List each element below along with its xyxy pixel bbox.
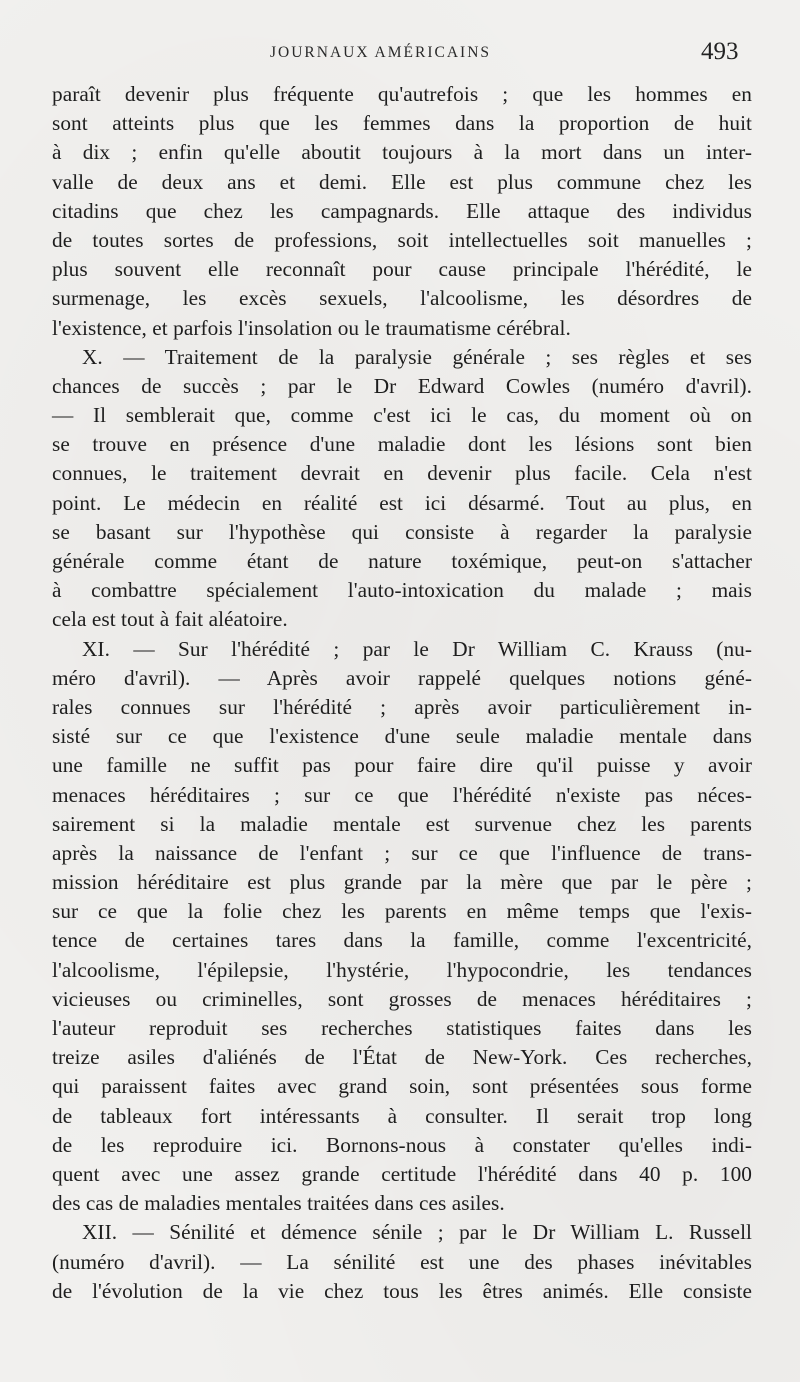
body-text [52,80,752,1306]
text-line: sont atteints plus que les femmes dans la proportion de huit [52,111,752,136]
text-line: sairement si la maladie mentale est survenue chez les parents [52,811,752,836]
text-line: menaces héréditaires ; sur ce que l'hérédité n'existe pas néces- [52,782,752,807]
text-line: de l'évolution de la vie chez tous les êtres animés. Elle consiste [52,1278,752,1303]
text-line: plus souvent elle reconnaît pour cause principale l'hérédité, le [52,257,752,282]
text-line: se trouve en présence d'une maladie dont les lésions sont bien [52,432,752,457]
text-line: chances de succès ; par le Dr Edward Cowles (numéro d'avril). [52,373,752,398]
text-line: rales connues sur l'hérédité ; après avoir particulièrement in- [52,694,752,719]
text-line: — Il semblerait que, comme c'est ici le cas, du moment où on [52,403,752,428]
text-line: des cas de maladies mentales traitées dans ces asiles. [52,1191,505,1216]
text-line: valle de deux ans et demi. Elle est plus commune chez les [52,169,752,194]
text-line: générale comme étant de nature toxémique, peut-on s'attacher [52,549,752,573]
text-line: sur ce que la folie chez les parents en même temps que l'exis- [52,899,752,924]
text-line: à dix ; enfin qu'elle aboutit toujours à la mort dans un inter- [52,140,752,165]
text-line: point. Le médecin en réalité est ici désarmé. Tout au plus, en [52,490,752,515]
text-line: de tableaux fort intéressants à consulter. Il serait trop long [52,1103,752,1128]
text-line: sisté sur ce que l'existence d'une seule maladie mentale dans [52,724,752,749]
text-line: l'existence, et parfois l'insolation ou le traumatisme cérébral. [52,315,571,340]
text-line: citadins que chez les campagnards. Elle attaque des individus [52,198,752,223]
text-line: treize asiles d'aliénés de l'État de New-York. Ces recherches, [52,1045,752,1070]
text-line: l'alcoolisme, l'épilepsie, l'hystérie, l'hypocondrie, les tendances [52,957,752,982]
page-header [0,38,800,78]
text-line: de toutes sortes de professions, soit intellectuelles soit manuelles ; [52,227,752,252]
section-heading-xi: XI. — Sur l'hérédité ; par le Dr William C. Krauss (nu- [82,636,752,661]
text-line: paraît devenir plus fréquente qu'autrefois ; que les hommes en [52,82,752,106]
section-heading-xii: XII. — Sénilité et démence sénile ; par le Dr William L. Russell [82,1220,752,1245]
text-line: qui paraissent faites avec grand soin, sont présentées sous forme [52,1074,752,1099]
text-line: surmenage, les excès sexuels, l'alcoolisme, les désordres de [52,286,752,311]
text-line: se basant sur l'hypothèse qui consiste à regarder la paralysie [52,519,752,544]
text-line: mission héréditaire est plus grande par la mère que par le père ; [52,870,752,895]
text-line: méro d'avril). — Après avoir rappelé quelques notions géné- [52,665,752,690]
text-line: à combattre spécialement l'auto-intoxication du malade ; mais [52,578,752,603]
running-title: JOURNAUX AMÉRICAINS [270,44,492,61]
section-heading-x: X. — Traitement de la paralysie générale ; ses règles et ses [82,344,752,369]
text-line: vicieuses ou criminelles, sont grosses de menaces héréditaires ; [52,986,752,1011]
text-line: après la naissance de l'enfant ; sur ce que l'influence de trans- [52,840,752,865]
text-line: une famille ne suffit pas pour faire dire qu'il puisse y avoir [52,753,752,778]
text-line: connues, le traitement devrait en devenir plus facile. Cela n'est [52,461,752,486]
text-line: quent avec une assez grande certitude l'hérédité dans 40 p. 100 [52,1161,752,1186]
text-line: l'auteur reproduit ses recherches statistiques faites dans les [52,1016,752,1040]
text-line: tence de certaines tares dans la famille, comme l'excentricité, [52,928,752,953]
text-line: cela est tout à fait aléatoire. [52,607,288,632]
text-line: (numéro d'avril). — La sénilité est une des phases inévitables [52,1249,752,1274]
text-line: de les reproduire ici. Bornons-nous à constater qu'elles indi- [52,1132,752,1157]
page-number: 493 [701,38,739,65]
